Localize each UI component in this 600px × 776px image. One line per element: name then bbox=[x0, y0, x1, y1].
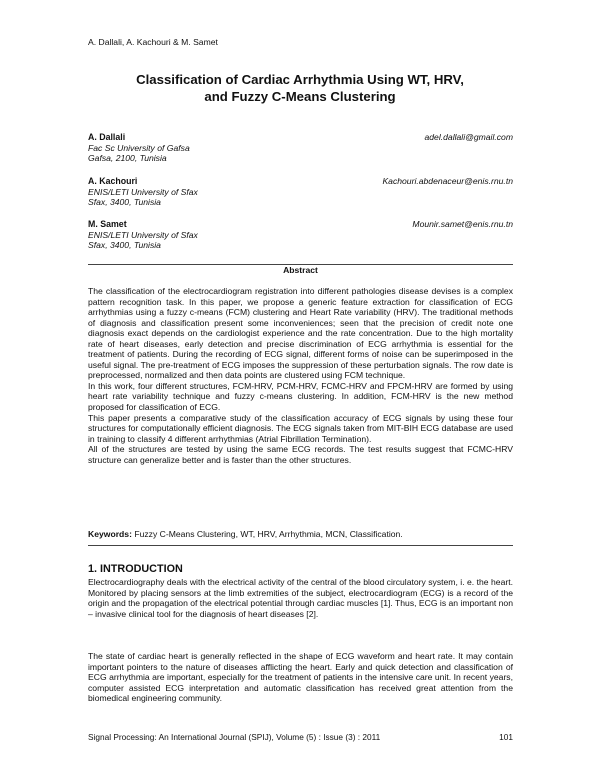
keywords-label: Keywords: bbox=[88, 529, 132, 539]
author-address: Gafsa, 2100, Tunisia bbox=[88, 153, 167, 163]
abstract-paragraph: All of the structures are tested by using the same ECG records. The test results suggest that FCMC-HRV structure can generalize better and is faster than the other structures. bbox=[88, 444, 513, 465]
introduction-paragraph-1 bbox=[88, 577, 513, 619]
intro-paragraph: Electrocardiography deals with the electrical activity of the central of the blood circulatory system, i. e. the heart. Monitored by placing sensors at the limb extremities of the subject, electrocardiogram (ECG) is a record of the origin and the propagation of the electrical potential through cardiac muscles [1]. Thus, ECG is an important non – invasive clinical tool for the diagnosis of heart diseases [2]. bbox=[88, 577, 513, 619]
author-email[interactable]: Kachouri.abdenaceur@enis.rnu.tn bbox=[382, 176, 513, 186]
title-line-1: Classification of Cardiac Arrhythmia Using WT, HRV, bbox=[136, 72, 464, 87]
author-affiliation: ENIS/LETI University of Sfax bbox=[88, 229, 198, 240]
keywords bbox=[88, 529, 513, 539]
keywords-text: Fuzzy C-Means Clustering, WT, HRV, Arrhythmia, MCN, Classification. bbox=[131, 529, 403, 539]
section-heading-introduction: 1. INTRODUCTION bbox=[88, 563, 183, 575]
author-block-1 bbox=[88, 132, 513, 164]
abstract-paragraph: In this work, four different structures, FCM-HRV, PCM-HRV, FCMC-HRV and FPCM-HRV are formed by using heart rate variability technique and fuzzy c-means clustering. In addition, FCM-HRV is the new method proposed for classification of ECG. bbox=[88, 380, 513, 413]
author-name: A. Dallali bbox=[88, 132, 126, 142]
keywords-bottom-rule bbox=[88, 545, 513, 546]
running-head: A. Dallali, A. Kachouri & M. Samet bbox=[88, 37, 218, 47]
author-email[interactable]: Mounir.samet@enis.rnu.tn bbox=[412, 219, 513, 229]
abstract-paragraph: This paper presents a comparative study of the classification accuracy of ECG signals by using these four structures for computationally efficient diagnosis. The ECG signals taken from MIT-BIH ECG database are used in training to classify 4 different arrhythmias (Atrial Fibrillation Termination). bbox=[88, 412, 513, 444]
intro-paragraph: The state of cardiac heart is generally reflected in the shape of ECG waveform and heart rate. It may contain important pointers to the nature of diseases afflicting the heart. Early and quick detection and classification of ECG arrhythmia are important, especially for the treatment of patients in the intensive care unit. In recent years, computer assisted ECG interpretation and automatic classification has received great attention from the biomedical engineering community. bbox=[88, 651, 513, 704]
page-footer bbox=[88, 732, 513, 742]
author-name: A. Kachouri bbox=[88, 176, 138, 186]
author-address: Sfax, 3400, Tunisia bbox=[88, 197, 161, 207]
author-affiliation: Fac Sc University of Gafsa bbox=[88, 142, 190, 153]
author-affiliation: ENIS/LETI University of Sfax bbox=[88, 186, 198, 197]
author-email[interactable]: adel.dallali@gmail.com bbox=[424, 132, 513, 142]
author-block-2 bbox=[88, 176, 513, 208]
author-address: Sfax, 3400, Tunisia bbox=[88, 240, 161, 250]
introduction-paragraph-2 bbox=[88, 651, 513, 704]
abstract-paragraph: The classification of the electrocardiogram registration into different pathologies disease devises is a complex pattern recognition task. In this paper, we propose a generic feature extraction for classification of ECG arrhythmias using a fuzzy c-means (FCM) clustering and Heart Rate variability (HRV). The traditional methods of diagnosis and classification present some inconveniences; seen that the precision of credit note one diagnosis exact depends on the cardiologist experience and the rate concentration. Due to the high mortality rate of heart diseases, early detection and precise discrimination of ECG arrhythmia is essential for the treatment of patients. During the recording of ECG signal, different forms of noise can be superimposed in the useful signal. The pre-treatment of ECG imposes the suppression of these perturbation signals. The row date is preprocessed, normalized and then data points are clustered using FCM technique. bbox=[88, 286, 513, 381]
footer-journal: Signal Processing: An International Journal (SPIJ), Volume (5) : Issue (3) : 2011 bbox=[88, 732, 381, 742]
title-line-2: and Fuzzy C-Means Clustering bbox=[204, 89, 396, 104]
author-name: M. Samet bbox=[88, 219, 127, 229]
paper-title bbox=[60, 71, 540, 105]
page-number: 101 bbox=[499, 732, 513, 742]
author-block-3 bbox=[88, 219, 513, 251]
abstract-heading: Abstract bbox=[283, 265, 318, 275]
abstract-body bbox=[88, 286, 513, 465]
